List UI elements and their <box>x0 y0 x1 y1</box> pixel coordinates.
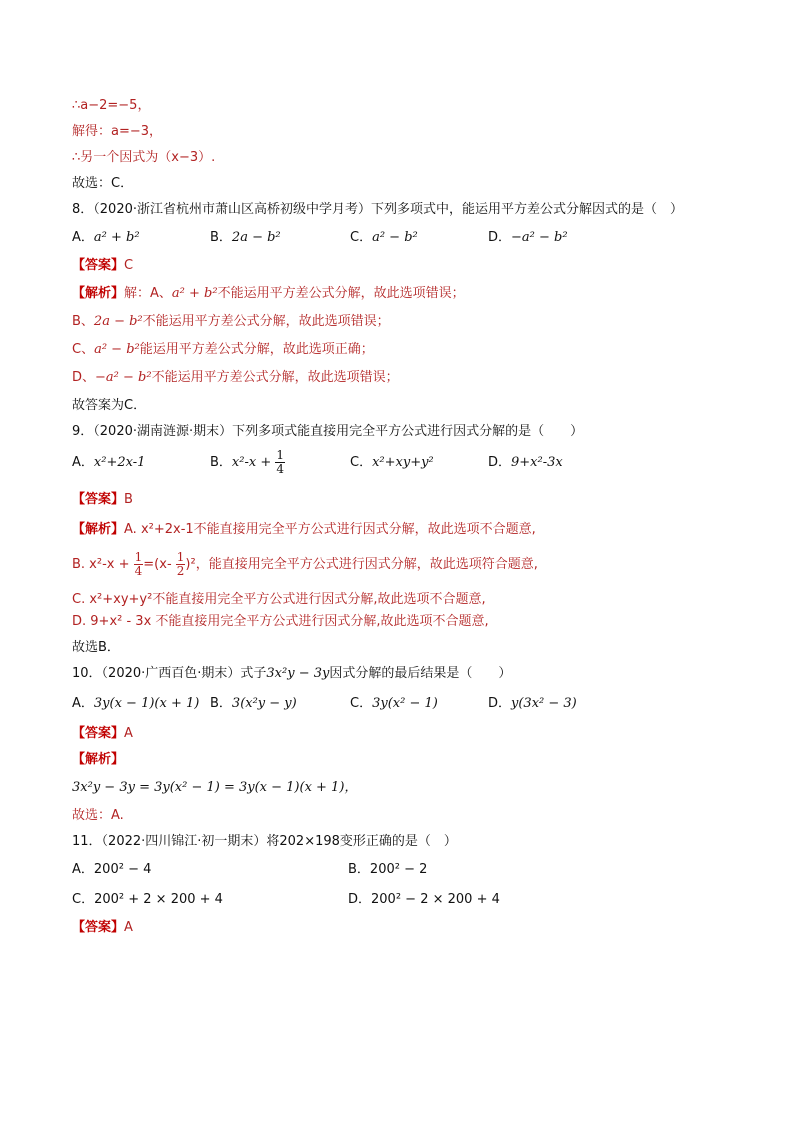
question-9-options <box>72 449 732 477</box>
solution-line-1: ∴a−2=−5， <box>72 98 151 113</box>
q10-analysis-1: 3x²y − 3y = 3y(x² − 1) = 3y(x − 1)(x + 1)， <box>72 780 358 795</box>
q9-analysis-4: D. 9+x² - 3x 不能直接用完全平方公式进行因式分解,故此选项不合题意, <box>72 614 489 629</box>
question-11-options-row-2 <box>72 893 732 907</box>
q9-analysis-2: B. x²-x + $\frac{1}{4}$ =(x- $\frac{1}{2}$ )²，能直接用完全平方公式进行因式分解，故此选项符合题意, <box>72 550 538 578</box>
solution-line-4: 故选：C． <box>72 176 134 191</box>
q10-option-b: B．3(x²y − y) <box>210 696 297 711</box>
q11-answer: 【答案】A <box>72 920 133 935</box>
document-page <box>72 92 732 935</box>
q8-option-b: B．2a − b² <box>210 230 281 245</box>
q9-option-c: C．x²+xy+y² <box>350 455 434 470</box>
question-11-options-row-1 <box>72 863 732 877</box>
question-8-stem: 8．（2020·浙江省杭州市萧山区高桥初级中学月考）下列多项式中，能运用平方差公式分解因式的是（ ） <box>72 202 683 217</box>
q11-option-c: C．200² + 2 × 200 + 4 <box>72 892 223 907</box>
question-8-options <box>72 231 732 245</box>
q10-option-d: D．y(3x² − 3) <box>488 696 577 711</box>
fraction: $\frac{1}{2}$ <box>176 550 185 578</box>
q9-option-d: D．9+x²-3x <box>488 455 563 470</box>
q8-option-d: D．−a² − b² <box>488 230 568 245</box>
question-10-stem: 10．（2020·广西百色·期末）式子3x²y − 3y因式分解的最后结果是（ ） <box>72 666 512 681</box>
q9-option-b: B．x²-x + $\frac{1}{4}$ <box>210 448 284 476</box>
q11-option-a: A．200² − 4 <box>72 862 152 877</box>
question-10-options <box>72 697 732 711</box>
q9-analysis-1: 【解析】A. x²+2x-1不能直接用完全平方公式进行因式分解，故此选项不合题意, <box>72 522 536 537</box>
q11-option-b: B．200² − 2 <box>348 862 428 877</box>
q9-analysis-3: C. x²+xy+y²不能直接用完全平方公式进行因式分解,故此选项不合题意, <box>72 592 486 607</box>
fraction: $\frac{1}{4}$ <box>134 550 143 578</box>
q9-option-a: A．x²+2x-1 <box>72 455 146 470</box>
q10-answer: 【答案】A <box>72 726 133 741</box>
q8-analysis-4: D、−a² − b²不能运用平方差公式分解，故此选项错误； <box>72 370 399 385</box>
q10-analysis-tag: 【解析】 <box>72 752 125 767</box>
q8-option-a: A．a² + b² <box>72 230 140 245</box>
q8-option-c: C．a² − b² <box>350 230 418 245</box>
question-9-stem: 9．（2020·湖南涟源·期末）下列多项式能直接用完全平方公式进行因式分解的是（ ） <box>72 424 584 439</box>
question-11-stem: 11．（2022·四川锦江·初一期末）将202×198变形正确的是（ ） <box>72 834 457 849</box>
q8-conclusion: 故答案为C． <box>72 398 147 413</box>
q8-analysis-1: 【解析】解：A、a² + b²不能运用平方差公式分解，故此选项错误； <box>72 286 465 301</box>
q8-analysis-3: C、a² − b²能运用平方差公式分解，故此选项正确； <box>72 342 374 357</box>
q8-answer: 【答案】C <box>72 258 134 273</box>
fraction: $\frac{1}{4}$ <box>276 448 284 476</box>
solution-line-2: 解得：a=−3， <box>72 124 163 139</box>
q9-conclusion: 故选B． <box>72 640 120 655</box>
q10-conclusion: 故选：A. <box>72 808 124 823</box>
q9-answer: 【答案】B <box>72 492 133 507</box>
q10-option-c: C．3y(x² − 1) <box>350 696 438 711</box>
q11-option-d: D．200² − 2 × 200 + 4 <box>348 892 500 907</box>
q8-analysis-2: B、2a − b²不能运用平方差公式分解，故此选项错误； <box>72 314 390 329</box>
q10-option-a: A．3y(x − 1)(x + 1) <box>72 696 200 711</box>
solution-line-3: ∴另一个因式为（x−3）. <box>72 150 216 165</box>
